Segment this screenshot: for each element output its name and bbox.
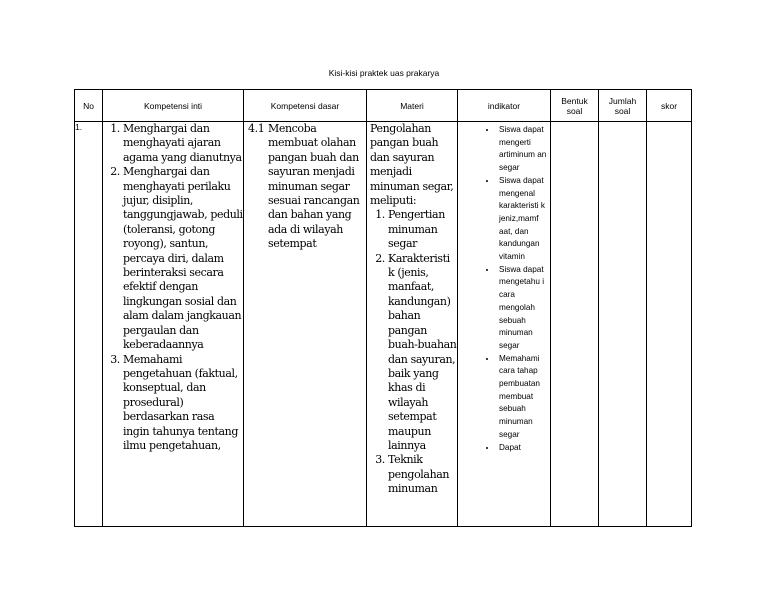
list-item: • Memahami cara tahap pembuatan membuat sebuah minuman segar	[497, 353, 550, 442]
header-skor: skor	[647, 90, 692, 122]
header-row	[75, 90, 692, 122]
kisi-kisi-table	[74, 89, 692, 527]
bentuk-soal-cell	[551, 122, 599, 527]
header-kompetensi-inti: Kompetensi inti	[103, 90, 244, 122]
header-bentuk-line1: Bentuk	[561, 95, 588, 106]
materi-cell	[367, 122, 458, 527]
list-item: • Dapat	[497, 442, 550, 455]
table-row	[75, 122, 692, 527]
header-bentuk-line2: soal	[566, 105, 583, 116]
indikator-cell	[458, 122, 551, 527]
list-item: 1. Pengertian minuman segar	[388, 208, 457, 251]
list-item: 2. Menghargai dan menghayati perilaku jujur, disiplin, tanggungjawab, peduli (toleransi, gotong royong), santun, percaya diri, dalam berinteraksi secara efektif dengan lingkungan sosial dan alam dalam jangkauan pergaulan dan keberadaannya	[123, 165, 243, 352]
indikator-list	[458, 124, 550, 454]
header-indikator: indikator	[458, 90, 551, 122]
materi-intro: Pengolahan pangan buah dan sayuran menjadi minuman segar, meliputi:	[370, 122, 454, 208]
header-jumlah-soal	[599, 90, 647, 122]
kd-number: 4.1	[248, 122, 265, 135]
header-jumlah-line1: Jumlah	[608, 95, 637, 106]
header-materi: Materi	[367, 90, 458, 122]
kompetensi-inti-list	[103, 122, 243, 453]
list-item: 3. Teknik pengolahan minuman	[388, 453, 457, 496]
materi-list	[370, 208, 457, 496]
list-item: 3. Memahami pengetahuan (faktual, konseptual, dan prosedural) berdasarkan rasa ingin tahunya tentang ilmu pengetahuan,	[123, 353, 243, 454]
list-item: 1. Menghargai dan menghayati ajaran agama yang dianutnya	[123, 122, 243, 165]
list-item: 2. Karakteristi k (jenis, manfaat, kandungan) bahan pangan buah-buahan dan sayuran, baik yang khas di wilayah setempat maupun lainnya	[388, 252, 457, 454]
kompetensi-inti-cell	[103, 122, 244, 527]
list-item: • Siswa dapat mengerti artiminum an segar	[497, 124, 550, 175]
jumlah-soal-cell	[599, 122, 647, 527]
kompetensi-dasar-cell	[244, 122, 367, 527]
list-item: • Siswa dapat mengenal karakteristi k jeniz,mamf aat, dan kandungan vitamin	[497, 175, 550, 264]
header-no: No	[75, 90, 103, 122]
kd-text: Mencoba membuat olahan pangan buah dan sayuran menjadi minuman segar sesuai rancangan dan bahan yang ada di wilayah setempat	[268, 122, 360, 251]
header-bentuk-soal	[551, 90, 599, 122]
row-number: 1.	[75, 122, 103, 527]
page-title: Kisi-kisi praktek uas prakarya	[328, 68, 440, 78]
skor-cell	[647, 122, 692, 527]
list-item: • Siswa dapat mengetahu i cara mengolah sebuah minuman segar	[497, 264, 550, 353]
header-kompetensi-dasar: Kompetensi dasar	[244, 90, 367, 122]
header-jumlah-line2: soal	[614, 105, 631, 116]
